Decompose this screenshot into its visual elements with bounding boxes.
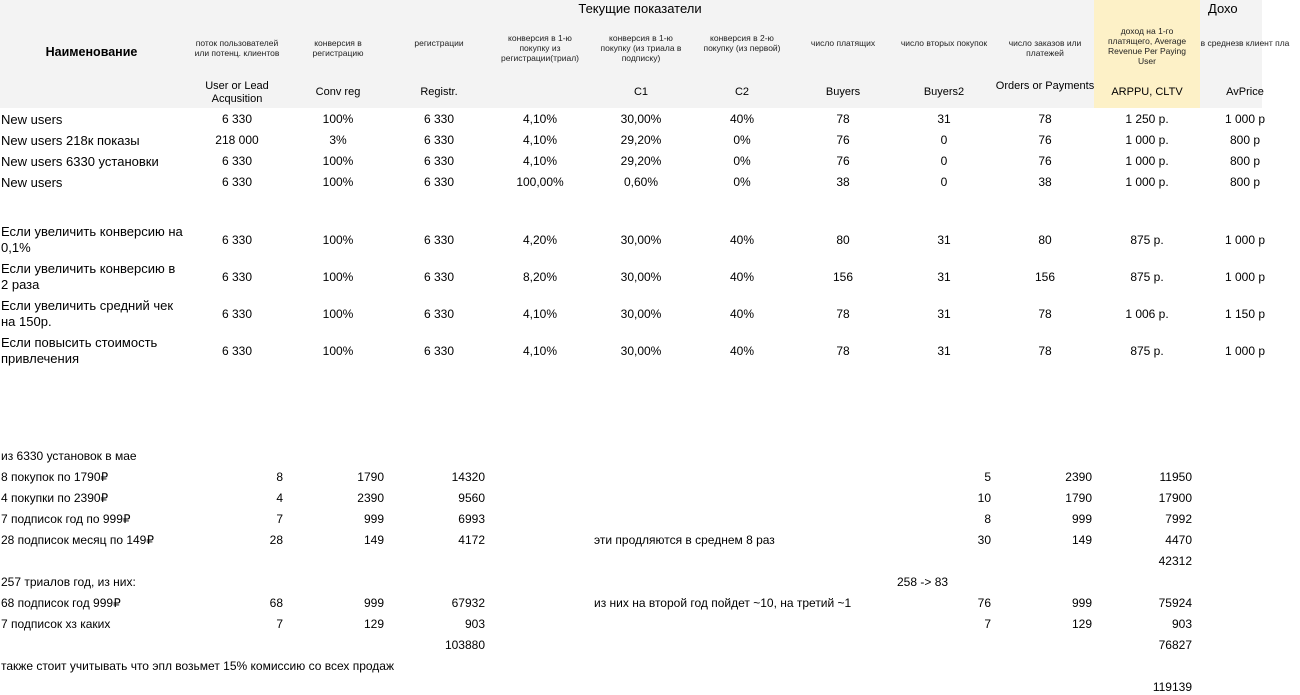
table-cell[interactable]: 30,00%: [620, 270, 662, 284]
note-count-2[interactable]: 7: [984, 617, 991, 631]
table-cell[interactable]: 6 330: [221, 233, 253, 247]
header-title: Текущие показатели: [578, 1, 702, 16]
table-cell[interactable]: 4,10%: [522, 307, 558, 321]
row-name[interactable]: Если повысить стоимость привлечения: [1, 335, 158, 366]
note-sum-2[interactable]: 4470: [1165, 533, 1192, 547]
row-name[interactable]: Если увеличить конверсию в 2 раза: [1, 261, 176, 292]
note-price-2[interactable]: 149: [1071, 533, 1092, 547]
table-cell[interactable]: 875 р.: [1130, 344, 1164, 358]
table-cell[interactable]: 0%: [733, 133, 751, 147]
table-cell[interactable]: 1 250 р.: [1125, 112, 1169, 126]
table-cell[interactable]: 80: [836, 233, 850, 247]
column-code-2[interactable]: Registr.: [420, 86, 458, 98]
table-cell[interactable]: 6 330: [221, 344, 253, 358]
table-cell[interactable]: 1 006 р.: [1125, 307, 1169, 321]
table-cell[interactable]: 31: [937, 307, 951, 321]
table-cell[interactable]: 100%: [322, 112, 354, 126]
table-cell[interactable]: 6 330: [221, 270, 253, 284]
note-count-2[interactable]: 30: [977, 533, 991, 547]
table-cell[interactable]: 40%: [729, 270, 755, 284]
table-cell[interactable]: 100%: [322, 307, 354, 321]
table-cell[interactable]: 30,00%: [620, 344, 662, 358]
table-cell[interactable]: 6 330: [423, 112, 455, 126]
note-price[interactable]: 149: [363, 533, 384, 547]
table-cell[interactable]: 800 р: [1229, 175, 1261, 189]
table-cell[interactable]: 6 330: [423, 154, 455, 168]
column-desc-5: конверсия в 2-ю покупку (из первой): [703, 33, 781, 53]
table-cell[interactable]: 78: [836, 344, 850, 358]
table-cell[interactable]: 4,10%: [522, 344, 558, 358]
table-cell[interactable]: 78: [836, 112, 850, 126]
table-cell[interactable]: 76: [836, 154, 850, 168]
table-cell[interactable]: 6 330: [221, 307, 253, 321]
table-cell[interactable]: 156: [1034, 270, 1056, 284]
table-cell[interactable]: 100%: [322, 175, 354, 189]
note-price-2[interactable]: 999: [1071, 512, 1092, 526]
note-count[interactable]: 28: [269, 533, 283, 547]
table-cell[interactable]: 76: [836, 133, 850, 147]
note-price[interactable]: 999: [363, 596, 384, 610]
table-cell[interactable]: 76: [1038, 154, 1052, 168]
note-comment[interactable]: из них на второй год пойдет ~10, на третий ~1: [594, 596, 852, 610]
column-desc-0: поток пользователей или потенц. клиентов: [194, 38, 280, 58]
table-cell[interactable]: 0: [940, 133, 948, 147]
table-cell[interactable]: 0%: [733, 175, 751, 189]
column-code-1[interactable]: Conv reg: [315, 86, 361, 98]
note-count-2[interactable]: 10: [977, 491, 991, 505]
row-name[interactable]: Если увеличить средний чек на 150р.: [1, 298, 174, 329]
column-code-9[interactable]: ARPPU, CLTV: [1111, 86, 1183, 98]
column-code-5[interactable]: C2: [734, 86, 750, 98]
grand-total[interactable]: 119139: [1152, 680, 1192, 694]
row-name[interactable]: Если увеличить конверсию на 0,1%: [1, 224, 183, 255]
column-desc-10: в среднезв клиент пла: [1200, 38, 1290, 48]
table-cell[interactable]: 29,20%: [620, 133, 662, 147]
column-desc-8: число заказов или платежей: [1008, 38, 1082, 58]
table-cell[interactable]: 1 000 р: [1224, 344, 1266, 358]
table-cell[interactable]: 38: [1038, 175, 1052, 189]
table-cell[interactable]: 78: [1038, 307, 1052, 321]
note-count[interactable]: 7: [276, 512, 283, 526]
commission-note[interactable]: также стоит учитывать что эпл возьмет 15% комиссию со всех продаж: [1, 659, 394, 673]
note-price-2[interactable]: 1790: [1065, 491, 1092, 505]
table-cell[interactable]: 30,00%: [620, 307, 662, 321]
table-cell[interactable]: 1 150 р: [1224, 307, 1266, 321]
table-cell[interactable]: 78: [1038, 344, 1052, 358]
table-cell[interactable]: 40%: [729, 307, 755, 321]
column-code-10[interactable]: AvPrice: [1226, 86, 1264, 98]
note-count-2[interactable]: 5: [984, 470, 991, 484]
table-cell[interactable]: 6 330: [221, 175, 253, 189]
column-desc-1: конверсия в регистрацию: [312, 38, 364, 58]
note-sum-2[interactable]: 17900: [1158, 491, 1192, 505]
table-cell[interactable]: 1 000 р: [1224, 270, 1266, 284]
column-code-7[interactable]: Buyers2: [923, 86, 965, 98]
table-cell[interactable]: 800 р: [1229, 133, 1261, 147]
column-code-8[interactable]: Orders or Payments: [995, 80, 1095, 92]
note-sum-2[interactable]: 903: [1171, 617, 1192, 631]
note-price[interactable]: 129: [363, 617, 384, 631]
subtotal-2[interactable]: 76827: [1158, 638, 1192, 652]
subtotal-1[interactable]: 42312: [1158, 554, 1192, 568]
note-count-2[interactable]: 8: [984, 512, 991, 526]
table-cell[interactable]: 31: [937, 112, 951, 126]
table-cell[interactable]: 30,00%: [620, 112, 662, 126]
table-cell[interactable]: 31: [937, 344, 951, 358]
table-cell[interactable]: 76: [1038, 133, 1052, 147]
note-label[interactable]: 68 подписок год 999₽: [1, 596, 121, 610]
column-desc-4: конверсия в 1-ю покупку (из триала в подписку): [600, 33, 682, 63]
column-desc-6: число платящих: [810, 38, 876, 48]
table-cell[interactable]: 100%: [322, 344, 354, 358]
table-cell[interactable]: 6 330: [423, 233, 455, 247]
note-sum[interactable]: 14320: [451, 470, 485, 484]
table-cell[interactable]: 6 330: [221, 112, 253, 126]
column-desc-9: доход на 1-го платящего, Average Revenue Per Paying User: [1107, 26, 1187, 66]
table-cell[interactable]: 0: [940, 154, 948, 168]
note-count[interactable]: 4: [276, 491, 283, 505]
column-code-4[interactable]: C1: [633, 86, 649, 98]
name-column-header[interactable]: Наименование: [45, 45, 138, 59]
column-desc-7: число вторых покупок: [900, 38, 988, 48]
table-cell[interactable]: 1 000 р.: [1125, 133, 1169, 147]
note-sum[interactable]: 6993: [458, 512, 485, 526]
note-count[interactable]: 68: [269, 596, 283, 610]
table-cell[interactable]: 8,20%: [522, 270, 558, 284]
note-price-2[interactable]: 999: [1071, 596, 1092, 610]
table-cell[interactable]: 0: [940, 175, 948, 189]
table-cell[interactable]: 100%: [322, 154, 354, 168]
row-name[interactable]: New users: [1, 175, 63, 190]
note-label[interactable]: 7 подписок год по 999₽: [1, 512, 131, 526]
note-sum[interactable]: 4172: [458, 533, 485, 547]
table-cell[interactable]: 40%: [729, 112, 755, 126]
table-cell[interactable]: 0,60%: [623, 175, 659, 189]
table-cell[interactable]: 1 000 р.: [1125, 175, 1169, 189]
note-sum[interactable]: 67932: [451, 596, 485, 610]
table-cell[interactable]: 38: [836, 175, 850, 189]
note-price[interactable]: 999: [363, 512, 384, 526]
column-desc-2: регистрации: [414, 38, 464, 48]
table-cell[interactable]: 80: [1038, 233, 1052, 247]
note-price-2[interactable]: 129: [1071, 617, 1092, 631]
note-price[interactable]: 2390: [357, 491, 384, 505]
table-cell[interactable]: 100,00%: [516, 175, 564, 189]
table-cell[interactable]: 31: [937, 233, 951, 247]
table-cell[interactable]: 6 330: [423, 270, 455, 284]
row-name[interactable]: New users 6330 установки: [1, 154, 159, 169]
table-cell[interactable]: 156: [832, 270, 854, 284]
note-sum[interactable]: 903: [464, 617, 485, 631]
total-left[interactable]: 103880: [444, 638, 485, 652]
note-sum-2[interactable]: 7992: [1165, 512, 1192, 526]
table-cell[interactable]: 1 000 р: [1224, 233, 1266, 247]
row-name[interactable]: New users: [1, 112, 63, 127]
table-cell[interactable]: 875 р.: [1130, 270, 1164, 284]
trials-conversion[interactable]: 258 -> 83: [897, 575, 949, 589]
table-cell[interactable]: 78: [1038, 112, 1052, 126]
notes-header[interactable]: из 6330 установок в мае: [1, 449, 137, 463]
table-cell[interactable]: 4,20%: [522, 233, 558, 247]
header-title-right: Дохо: [1208, 1, 1238, 16]
note-count[interactable]: 7: [276, 617, 283, 631]
table-cell[interactable]: 0%: [733, 154, 751, 168]
table-cell[interactable]: 3%: [329, 133, 347, 147]
table-cell[interactable]: 100%: [322, 233, 354, 247]
table-cell[interactable]: 40%: [729, 233, 755, 247]
note-label[interactable]: 4 покупки по 2390₽: [1, 491, 109, 505]
note-label[interactable]: 28 подписок месяц по 149₽: [1, 533, 154, 547]
note-sum[interactable]: 9560: [458, 491, 485, 505]
table-cell[interactable]: 6 330: [423, 175, 455, 189]
table-cell[interactable]: 4,10%: [522, 133, 558, 147]
table-cell[interactable]: 4,10%: [522, 154, 558, 168]
table-cell[interactable]: 40%: [729, 344, 755, 358]
note-label[interactable]: 8 покупок по 1790₽: [1, 470, 109, 484]
trials-label[interactable]: 257 триалов год, из них:: [1, 575, 136, 589]
note-label[interactable]: 7 подписок хз каких: [1, 617, 111, 631]
note-price[interactable]: 1790: [357, 470, 384, 484]
column-code-0[interactable]: User or Lead Acqusition: [205, 80, 269, 105]
table-cell[interactable]: 6 330: [423, 133, 455, 147]
table-cell[interactable]: 29,20%: [620, 154, 662, 168]
table-cell[interactable]: 1 000 р.: [1125, 154, 1169, 168]
column-desc-3: конверсия в 1-ю покупку из регистрации(триал): [501, 33, 579, 63]
table-cell[interactable]: 4,10%: [522, 112, 558, 126]
note-sum-2[interactable]: 75924: [1158, 596, 1192, 610]
table-cell[interactable]: 1 000 р: [1224, 112, 1266, 126]
table-cell[interactable]: 78: [836, 307, 850, 321]
column-code-6[interactable]: Buyers: [825, 86, 861, 98]
row-name[interactable]: New users 218к показы: [1, 133, 140, 148]
note-count-2[interactable]: 76: [977, 596, 991, 610]
note-comment[interactable]: эти продляются в среднем 8 раз: [594, 533, 775, 547]
table-cell[interactable]: 31: [937, 270, 951, 284]
note-count[interactable]: 8: [276, 470, 283, 484]
table-cell[interactable]: 6 330: [423, 307, 455, 321]
table-cell[interactable]: 800 р: [1229, 154, 1261, 168]
note-sum-2[interactable]: 11950: [1159, 470, 1192, 484]
table-cell[interactable]: 875 р.: [1130, 233, 1164, 247]
note-price-2[interactable]: 2390: [1065, 470, 1092, 484]
table-cell[interactable]: 100%: [322, 270, 354, 284]
table-cell[interactable]: 218 000: [215, 133, 259, 147]
table-cell[interactable]: 30,00%: [620, 233, 662, 247]
table-cell[interactable]: 6 330: [423, 344, 455, 358]
table-cell[interactable]: 6 330: [221, 154, 253, 168]
